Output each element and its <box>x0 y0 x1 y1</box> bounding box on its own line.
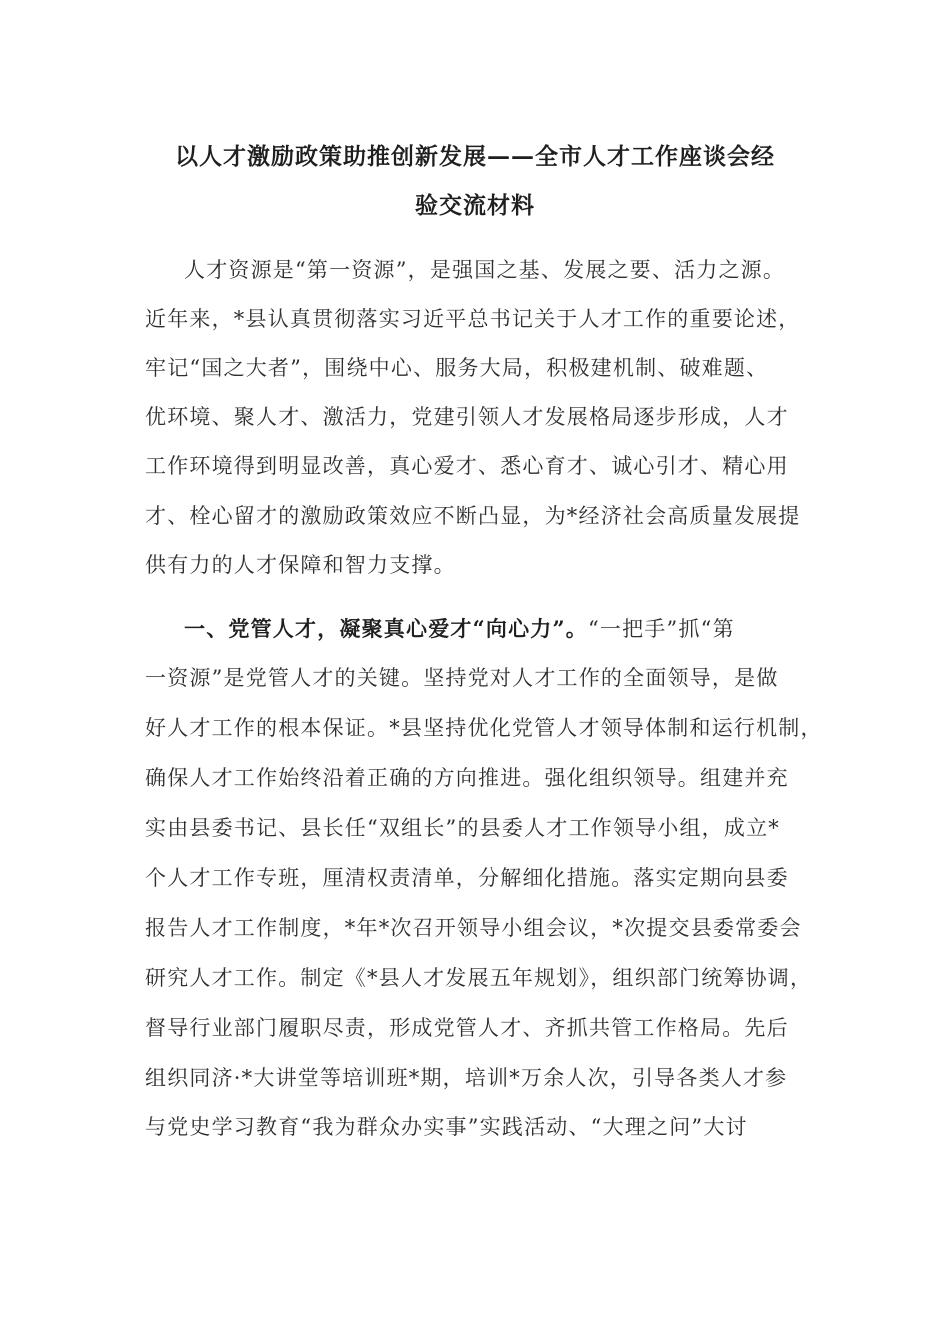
section-1-line: 个人才工作专班，厘清权责清单，分解细化措施。落实定期向县委 <box>145 866 789 890</box>
intro-paragraph-line: 工作环境得到明显改善，真心爱才、悉心育才、诚心引才、精心用 <box>145 454 789 478</box>
document-title-line-1: 以人才激励政策助推创新发展——全市人才工作座谈会经 <box>175 143 775 170</box>
section-1-heading: 一、党管人才，凝聚真心爱才“向心力”。 <box>184 616 588 641</box>
section-1-line: 实由县委书记、县长任“双组长”的县委人才工作领导小组，成立* <box>145 816 780 840</box>
section-1-line: 组织同济·*大讲堂等培训班*期，培训*万余人次，引导各类人才参 <box>145 1066 788 1090</box>
section-1-line: 督导行业部门履职尽责，形成党管人才、齐抓共管工作格局。先后 <box>145 1016 789 1040</box>
section-1-line: 与党史学习教育“我为群众办实事”实践活动、“大理之问”大讨 <box>145 1115 748 1139</box>
intro-paragraph-line: 才、栓心留才的激励政策效应不断凸显，为*经济社会高质量发展提 <box>145 504 801 528</box>
intro-paragraph-line: 人才资源是“第一资源”，是强国之基、发展之要、活力之源。 <box>184 258 786 282</box>
intro-paragraph-line: 近年来，*县认真贯彻落实习近平总书记关于人才工作的重要论述， <box>145 307 801 331</box>
section-1-line: 一资源”是党管人才的关键。坚持党对人才工作的全面领导，是做 <box>145 666 779 690</box>
section-1-line: 报告人才工作制度，*年*次召开领导小组会议，*次提交县委常委会 <box>145 916 802 940</box>
section-1-first-line <box>184 613 735 643</box>
intro-paragraph-line: 供有力的人才保障和智力支撑。 <box>145 553 456 577</box>
section-1-first-line-text: “一把手”抓“第 <box>587 617 735 641</box>
intro-paragraph-line: 优环境、聚人才、激活力，党建引领人才发展格局逐步形成，人才 <box>145 405 789 429</box>
intro-paragraph-line: 牢记“国之大者”，围绕中心、服务大局，积极建机制、破难题、 <box>145 356 769 380</box>
section-1-line: 确保人才工作始终沿着正确的方向推进。强化组织领导。组建并充 <box>145 766 789 790</box>
document-title-line-2: 验交流材料 <box>415 192 535 219</box>
section-1-line: 研究人才工作。制定《*县人才发展五年规划》，组织部门统筹协调， <box>145 966 813 990</box>
section-1-line: 好人才工作的根本保证。*县坚持优化党管人才领导体制和运行机制， <box>145 716 823 740</box>
